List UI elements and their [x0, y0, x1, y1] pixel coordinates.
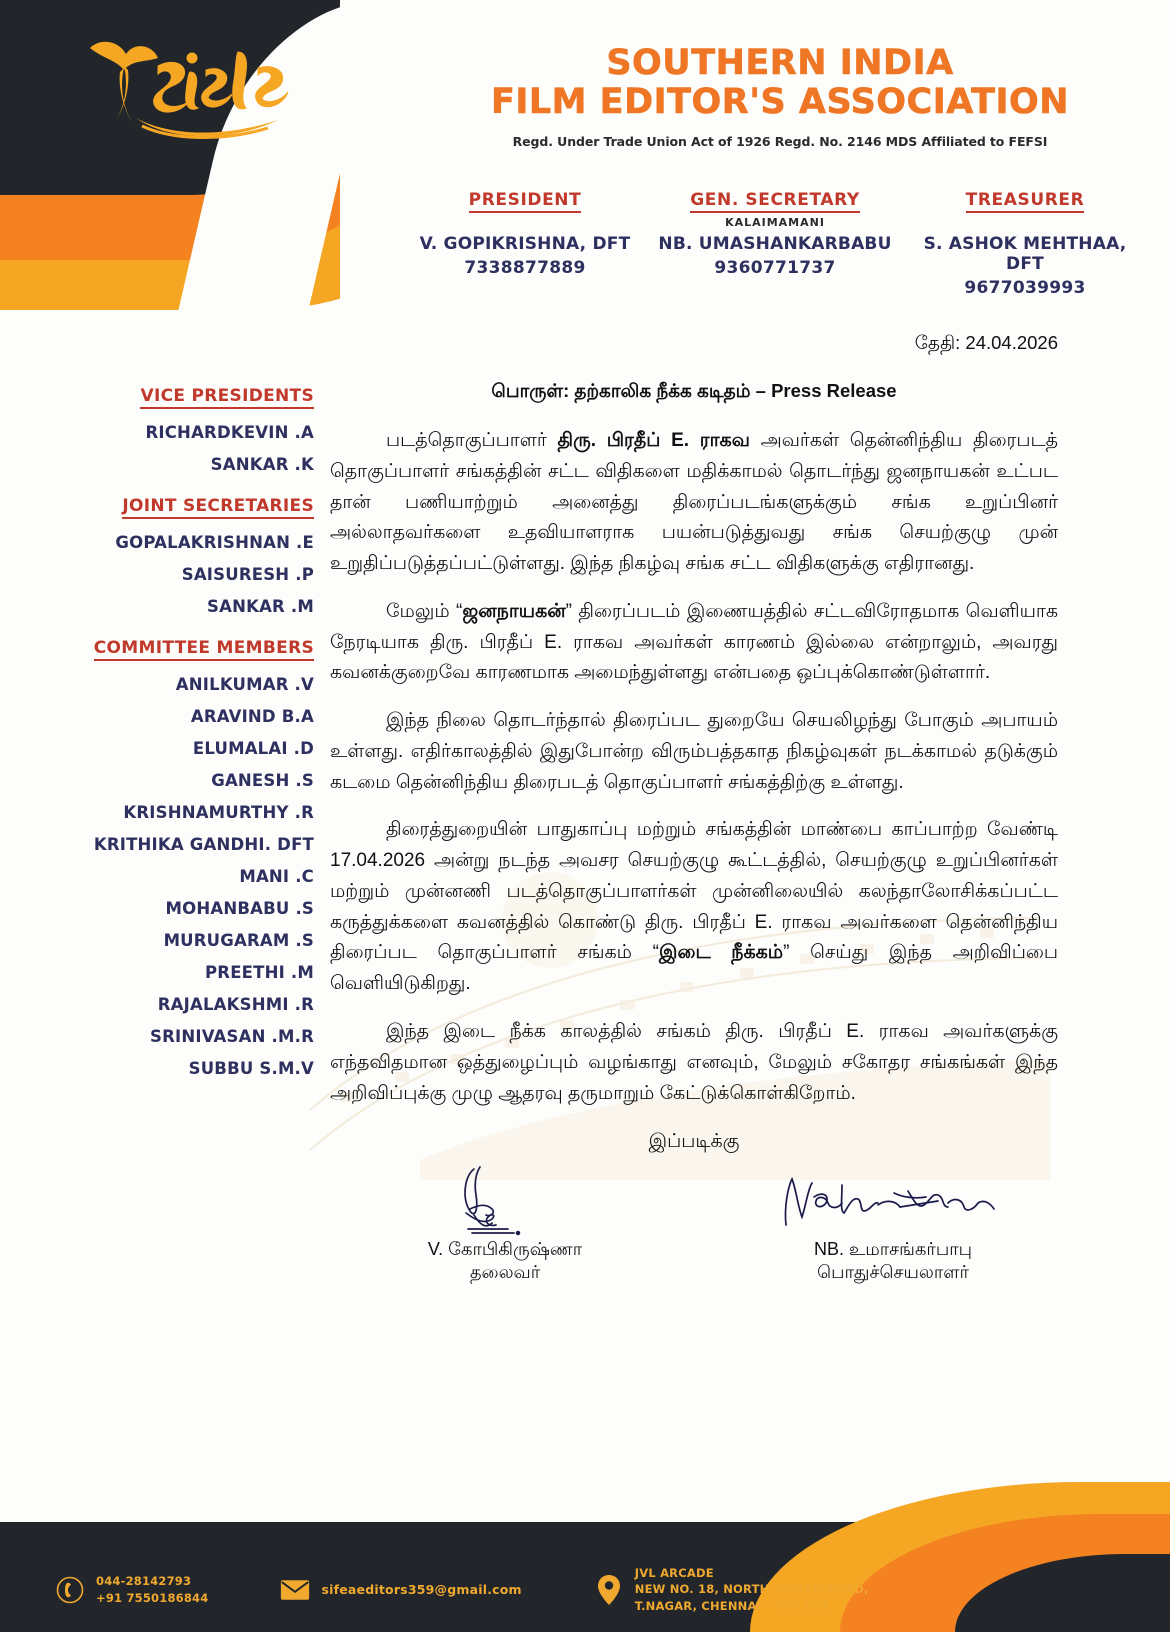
- officer-phone[interactable]: 9360771737: [714, 258, 836, 278]
- letter-date: தேதி: 24.04.2026: [914, 332, 1058, 353]
- officer-name: V. GOPIKRISHNA, DFT: [419, 234, 631, 254]
- secretary-signature-title: பொதுச்செயலாளர்: [817, 1262, 969, 1283]
- secretary-signature-name: NB. உமாசங்கர்பாபு: [813, 1239, 973, 1260]
- letter-paragraph-3: [330, 706, 1058, 798]
- officer-role: TREASURER: [966, 190, 1085, 213]
- footer-phone-line2: +91 7550186844: [96, 1590, 209, 1605]
- sidebar-name: GANESH .S: [211, 771, 314, 790]
- page-content: [0, 310, 1170, 1285]
- sidebar-name: SANKAR .M: [207, 597, 314, 616]
- officer-treasurer: [905, 190, 1145, 298]
- officer-role: GEN. SECRETARY: [690, 190, 860, 213]
- footer-email-item[interactable]: [280, 1575, 521, 1605]
- letter-paragraph-2: [330, 597, 1058, 689]
- secretary-signature-image: [728, 1163, 1058, 1237]
- letter-paragraph-5: [330, 1017, 1058, 1109]
- sidebar-group-joint-secretaries: [10, 496, 314, 616]
- signature-block-president: [340, 1163, 670, 1285]
- sidebar-name: ANILKUMAR .V: [175, 675, 314, 694]
- email-icon: [280, 1575, 310, 1605]
- body-text: இந்த நிலை தொடர்ந்தால் திரைப்பட துறையே செயலிழந்து போகும் அபாயம் உள்ளது. எதிர்காலத்தில் இதுபோன்ற விரும்பத்தகாத நிகழ்வுகள் நடக்காமல் தடுக்கும் கடமை தென்னிந்திய திரைபடத் தொகுப்பாளர் சங்கத்திற்கு உள்ளது.: [330, 710, 1058, 793]
- officer-subtitle: KALAIMAMANI: [725, 216, 825, 229]
- footer-contact-items: [55, 1565, 869, 1614]
- footer-email-text: sifeaeditors359@gmail.com: [321, 1581, 522, 1597]
- body-text: படத்தொகுப்பாளர்: [386, 430, 558, 451]
- sidebar-heading: JOINT SECRETARIES: [122, 496, 314, 519]
- president-signature-title: தலைவர்: [469, 1262, 541, 1283]
- footer-phone-text: [96, 1573, 208, 1606]
- sidebar-heading: VICE PRESIDENTS: [140, 386, 314, 409]
- officer-role: PRESIDENT: [469, 190, 582, 213]
- sidebar-name: SRINIVASAN .M.R: [150, 1027, 314, 1046]
- body-text: ” திரைப்படம் இணையத்தில் சட்டவிரோதமாக வெளியாக நேரடியாக திரு. பிரதீப் E. ராகவ அவர்கள் காரணம் இல்லை என்றாலும், அவரது கவனக்குறைவே காரணமாக அமைந்துள்ளது என்பதை ஒப்புக்கொண்டுள்ளார்.: [330, 600, 1059, 684]
- letter-signoff: இப்படிக்கு: [648, 1131, 740, 1153]
- sidebar-name: MOHANBABU .S: [165, 899, 314, 918]
- body-text: திரைத்துறையின் பாதுகாப்பு மற்றும் சங்கத்தின் மாண்பை காப்பாற்ற வேண்டி 17.04.2026 அன்று நடந்த அவசர செயற்குழு கூட்டத்தில், செயற்குழு உறுப்பினர்கள் மற்றும் முன்னணி படத்தொகுப்பாளர்கள் முன்னிலையில் கலந்தாலோசிக்கப்பட்ட கருத்துக்களை கவனத்தில் கொண்டு திரு. பிரதீப் E. ராகவ அவர்களை தென்னிந்திய திரைப்பட தொகுப்பாளர் சங்கம் “: [330, 819, 1058, 964]
- officer-president: [405, 190, 645, 298]
- emphasis-text: ஜனநாயகன்: [462, 600, 566, 622]
- letter-body: [330, 318, 1120, 1285]
- sidebar-name: RICHARDKEVIN .A: [145, 423, 314, 442]
- officer-name: NB. UMASHANKARBABU: [658, 234, 892, 254]
- emphasis-text: திரு. பிரதீப் E. ராகவ: [557, 430, 750, 451]
- registration-line: Regd. Under Trade Union Act of 1926 Regd. No. 2146 MDS Affiliated to FEFSI: [512, 134, 1048, 150]
- president-signature-image: [340, 1163, 670, 1237]
- page-header: [0, 0, 1170, 310]
- sidebar-name: GOPALAKRISHNAN .E: [115, 533, 314, 552]
- officers-row: [405, 190, 1145, 298]
- body-text: இந்த இடை நீக்க காலத்தில் சங்கம் திரு. பிரதீப் E. ராகவ அவர்களுக்கு எந்தவிதமான ஒத்துழைப்பும் வழங்காது எனவும், மேலும் சகோதர சங்கங்கள் இந்த அறிவிப்புக்கு முழு ஆதரவு தருமாறும் கேட்டுக்கொள்கிறோம்.: [330, 1021, 1058, 1104]
- sidebar-name: SAISURESH .P: [181, 565, 314, 584]
- footer-address-line2: NEW NO. 18, NORTH USMAN ROAD,: [634, 1582, 869, 1597]
- org-title-block: [430, 44, 1130, 149]
- footer-phone-line1: 044-28142793: [96, 1574, 192, 1589]
- officer-subtitle: [905, 216, 1145, 229]
- officer-phone[interactable]: 9677039993: [964, 278, 1086, 298]
- subject-press-release: Press Release: [771, 380, 897, 401]
- officer-subtitle: [405, 216, 645, 229]
- phone-icon: [55, 1575, 85, 1605]
- footer-address-text: [635, 1565, 869, 1614]
- letter-subject: [330, 380, 1058, 404]
- subject-tamil: பொருள்: தற்காலிக நீக்க கடிதம் –: [491, 380, 772, 401]
- sidebar-group-committee-members: [10, 638, 314, 1078]
- emphasis-text: இடை நீக்கம்: [658, 942, 784, 964]
- sidebar-name: SANKAR .K: [210, 455, 314, 474]
- officer-name: S. ASHOK MEHTHAA, DFT: [923, 234, 1127, 274]
- sidebar-group-vice-presidents: [10, 386, 314, 474]
- officers-sidebar: [0, 318, 330, 1285]
- sidebar-name: PREETHI .M: [205, 963, 314, 982]
- sidebar-name: RAJALAKSHMI .R: [157, 995, 314, 1014]
- footer-phone-item[interactable]: [55, 1573, 208, 1606]
- sidebar-name: KRISHNAMURTHY .R: [123, 803, 314, 822]
- signature-block-secretary: [728, 1163, 1058, 1285]
- sidebar-name: ARAVIND B.A: [190, 707, 314, 726]
- sifea-logo: [72, 22, 322, 142]
- sidebar-name: KRITHIKA GANDHI. DFT: [93, 835, 314, 854]
- org-name-line2: FILM EDITOR'S ASSOCIATION: [490, 82, 1070, 123]
- footer-address-line3: T.NAGAR, CHENNAI – 600 017: [634, 1598, 829, 1613]
- president-signature-name: V. கோபிகிருஷ்ணா: [427, 1239, 583, 1260]
- org-name-line1: SOUTHERN INDIA: [606, 43, 954, 83]
- location-icon: [594, 1575, 624, 1605]
- officer-gen-secretary: [655, 190, 895, 298]
- body-text: அவர்கள் தென்னிந்திய திரைபடத் தொகுப்பாளர் சங்கத்தின் சட்ட விதிகளை மதிக்காமல் தொடர்ந்து ஜனநாயகன் உட்பட தான் பணியாற்றும் அனைத்து திரைப்படங்களுக்கும் சங்க உறுப்பினர் அல்லாதவர்களை உதவியாளராக பயன்படுத்துவது சங்க செயற்குழு முன் உறுதிப்படுத்தப்பட்டுள்ளது. இந்த நிகழ்வு சங்க சட்ட விதிகளுக்கு எதிரானது.: [330, 430, 1058, 575]
- footer-address-line1: JVL ARCADE: [634, 1566, 714, 1581]
- body-text: மேலும் “: [386, 600, 463, 622]
- sidebar-name: ELUMALAI .D: [192, 739, 314, 758]
- footer-address-item: [594, 1565, 869, 1614]
- sidebar-heading: COMMITTEE MEMBERS: [94, 638, 314, 661]
- signature-row: [330, 1163, 1058, 1285]
- sidebar-name: SUBBU S.M.V: [188, 1059, 314, 1078]
- body-text: ” செய்து இந்த அறிவிப்பை வெளியிடுகிறது.: [330, 942, 1058, 995]
- page-footer: [0, 1482, 1170, 1632]
- letter-paragraph-1: [330, 426, 1058, 580]
- sidebar-name: MURUGARAM .S: [163, 931, 314, 950]
- letter-paragraph-4: [330, 815, 1058, 1000]
- officer-phone[interactable]: 7338877889: [464, 258, 586, 278]
- sidebar-name: MANI .C: [239, 867, 314, 886]
